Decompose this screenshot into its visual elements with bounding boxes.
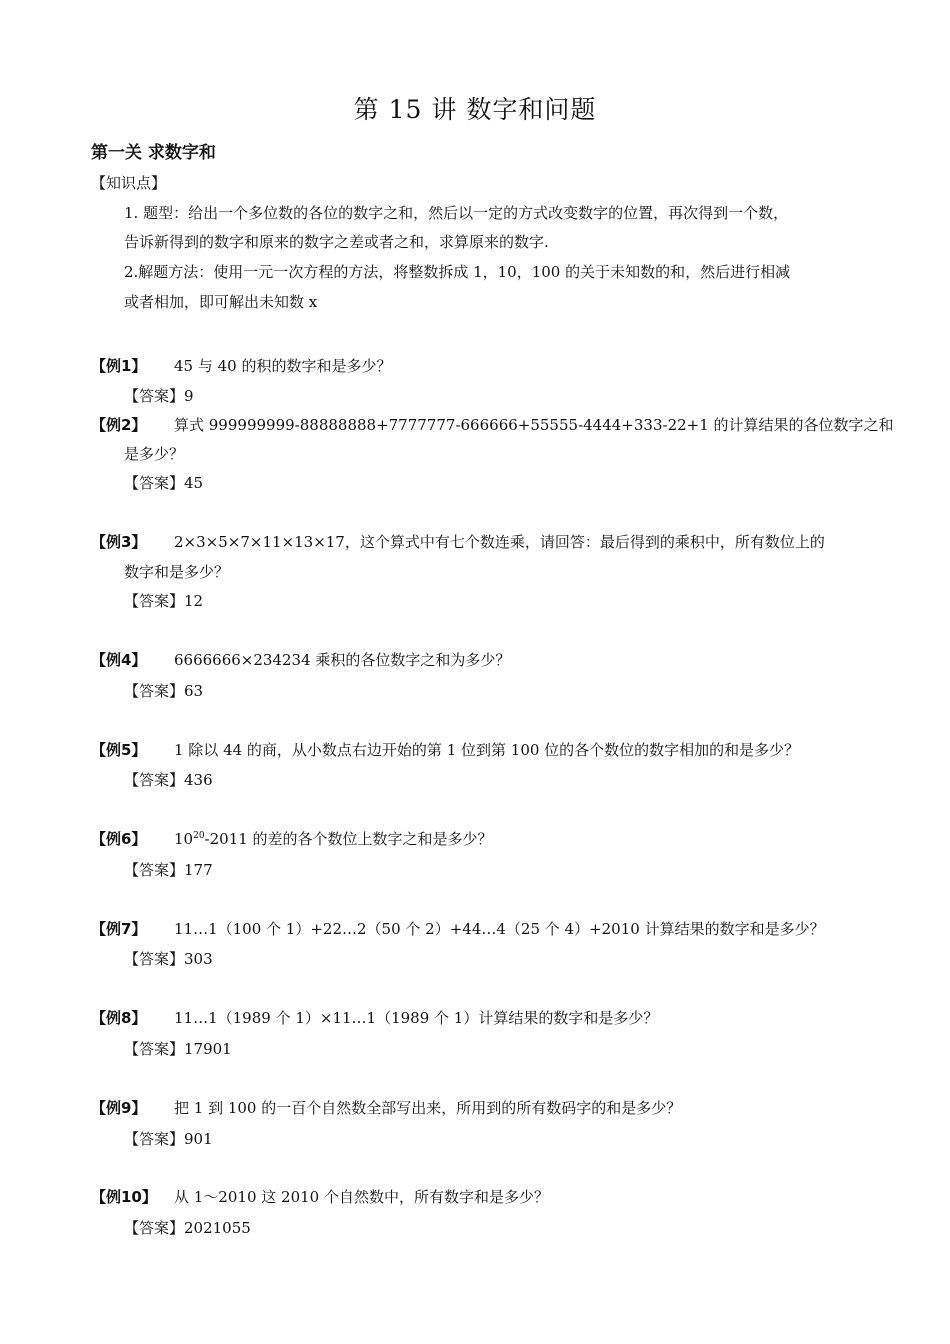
power-base: 10 <box>174 830 194 848</box>
example-question: 算式 999999999-88888888+7777777-666666+55555-4444+333-22+1 的计算结果的各位数字之和 <box>174 416 894 434</box>
example-7 <box>91 918 825 939</box>
example-question-continued: 数字和是多少？ <box>124 563 230 581</box>
example-answer: 【答案】901 <box>124 1130 213 1148</box>
example-answer: 【答案】177 <box>124 861 213 879</box>
power-exponent: 20 <box>193 831 205 841</box>
example-8 <box>91 1007 658 1028</box>
example-answer: 【答案】45 <box>124 474 204 492</box>
knowledge-label: 【知识点】 <box>91 174 167 192</box>
example-answer: 【答案】303 <box>124 950 213 968</box>
example-tag: 【例7】 <box>91 920 147 938</box>
example-4 <box>91 649 510 670</box>
example-answer: 【答案】9 <box>124 387 194 405</box>
example-tag: 【例10】 <box>91 1188 157 1206</box>
knowledge-line-3: 2.解题方法：使用一元一次方程的方法，将整数拆成 1，10，100 的关于未知数的和，然后进行相减 <box>124 263 791 281</box>
example-answer: 【答案】17901 <box>124 1040 232 1058</box>
example-question: 11…1（1989 个 1）×11…1（1989 个 1）计算结果的数字和是多少？ <box>174 1009 659 1027</box>
example-question: 从 1～2010 这 2010 个自然数中，所有数字和是多少？ <box>174 1188 549 1206</box>
example-3 <box>91 531 825 552</box>
example-answer: 【答案】12 <box>124 592 204 610</box>
example-question: 1 除以 44 的商，从小数点右边开始的第 1 位到第 100 位的各个数位的数字相加的和是多少？ <box>174 741 800 759</box>
example-question <box>174 830 493 848</box>
example-tag: 【例8】 <box>91 1009 147 1027</box>
example-answer: 【答案】63 <box>124 682 204 700</box>
example-tag: 【例3】 <box>91 533 147 551</box>
example-question: 45 与 40 的积的数字和是多少？ <box>174 357 392 375</box>
example-answer: 【答案】2021055 <box>124 1219 251 1237</box>
example-5 <box>91 739 799 760</box>
example-tag: 【例9】 <box>91 1099 147 1117</box>
example-1 <box>91 355 391 376</box>
example-9 <box>91 1097 681 1118</box>
section-heading: 第一关 求数字和 <box>91 143 216 163</box>
example-question: 6666666×234234 乘积的各位数字之和为多少？ <box>174 651 511 669</box>
example-tag: 【例5】 <box>91 741 147 759</box>
question-rest: -2011 的差的各个数位上数字之和是多少？ <box>204 830 493 848</box>
example-answer: 【答案】436 <box>124 771 213 789</box>
example-question-continued: 是多少？ <box>124 445 185 463</box>
example-10 <box>91 1186 549 1207</box>
example-tag: 【例4】 <box>91 651 147 669</box>
example-6 <box>91 828 493 849</box>
knowledge-line-4: 或者相加，即可解出未知数 x <box>124 293 318 311</box>
example-question: 2×3×5×7×11×13×17，这个算式中有七个数连乘，请回答：最后得到的乘积中，所有数位上的 <box>174 533 825 551</box>
example-tag: 【例2】 <box>91 416 147 434</box>
example-question: 11…1（100 个 1）+22…2（50 个 2）+44…4（25 个 4）+2010 计算结果的数字和是多少？ <box>174 920 825 938</box>
knowledge-line-1: 1. 题型：给出一个多位数的各位的数字之和，然后以一定的方式改变数字的位置，再次得到一个数， <box>124 204 789 222</box>
page-title: 第 15 讲 数字和问题 <box>353 95 597 124</box>
example-tag: 【例6】 <box>91 830 147 848</box>
example-2 <box>91 414 894 435</box>
example-question: 把 1 到 100 的一百个自然数全部写出来，所用到的所有数码字的和是多少？ <box>174 1099 682 1117</box>
knowledge-line-2: 告诉新得到的数字和原来的数字之差或者之和，求算原来的数字. <box>124 233 549 251</box>
example-tag: 【例1】 <box>91 357 147 375</box>
